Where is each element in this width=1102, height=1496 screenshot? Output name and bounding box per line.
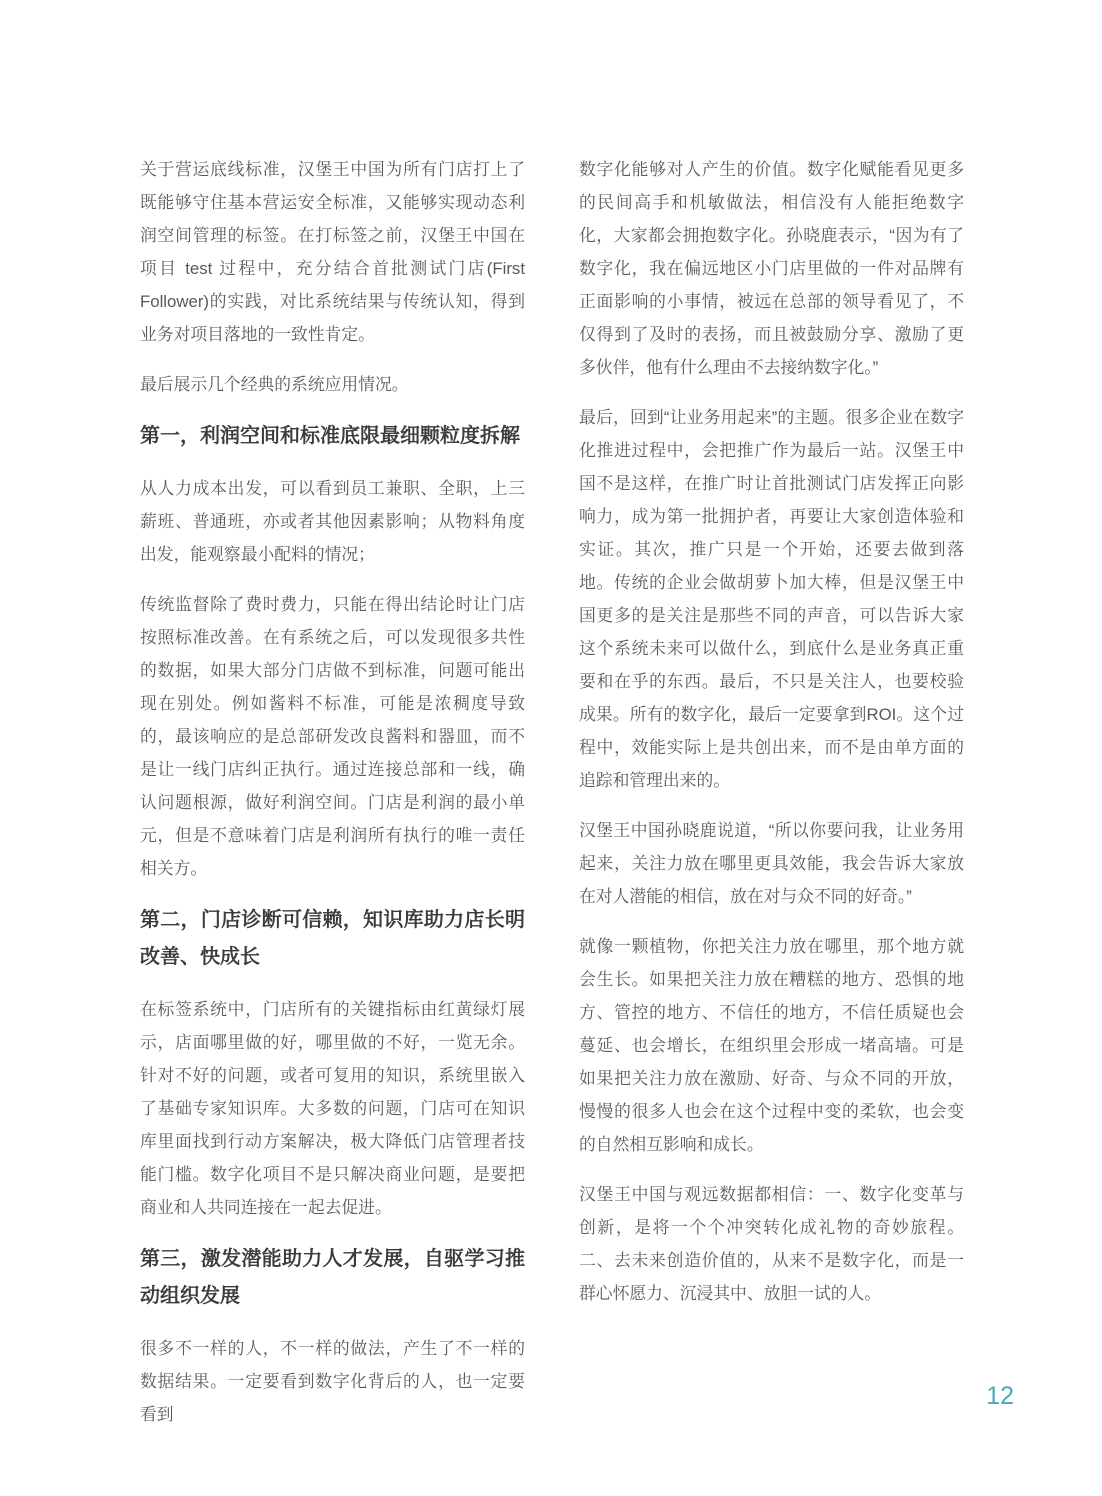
- paragraph: 汉堡王中国孙晓鹿说道，“所以你要问我，让业务用起来，关注力放在哪里更具效能，我会告诉大家放在对人潜能的相信，放在对与众不同的好奇。”: [579, 821, 964, 906]
- section-heading-third: 第三，激发潜能助力人才发展，自驱学习推动组织发展: [140, 1248, 525, 1307]
- text-columns: [140, 153, 964, 1448]
- section-heading-second: 第二，门店诊断可信赖，知识库助力店长明改善、快成长: [140, 909, 525, 968]
- paragraph: 最后，回到“让业务用起来”的主题。很多企业在数字化推进过程中，会把推广作为最后一站。汉堡王中国不是这样，在推广时让首批测试门店发挥正向影响力，成为第一批拥护者，再要让大家创造体验和实证。其次，推广只是一个开始，还要去做到落地。传统的企业会做胡萝卜加大棒，但是汉堡王中国更多的是关注是那些不同的声音，可以告诉大家这个系统未来可以做什么，到底什么是业务真正重要和在乎的东西。最后，不只是关注人，也要校验成果。所有的数字化，最后一定要拿到ROI。这个过程中，效能实际上是共创出来，而不是由单方面的追踪和管理出来的。: [579, 408, 964, 790]
- paragraph: 最后展示几个经典的系统应用情况。: [140, 375, 409, 394]
- paragraph: 从人力成本出发，可以看到员工兼职、全职，上三薪班、普通班，亦或者其他因素影响；从物料角度出发，能观察最小配料的情况；: [140, 479, 525, 564]
- left-column: [140, 153, 525, 1448]
- paragraph: 在标签系统中，门店所有的关键指标由红黄绿灯展示，店面哪里做的好，哪里做的不好，一览无余。针对不好的问题，或者可复用的知识，系统里嵌入了基础专家知识库。大多数的问题，门店可在知识库里面找到行动方案解决，极大降低门店管理者技能门槛。数字化项目不是只解决商业问题，是要把商业和人共同连接在一起去促进。: [140, 1000, 525, 1217]
- page-number: 12: [986, 1382, 1014, 1410]
- paragraph: 汉堡王中国与观远数据都相信：一、数字化变革与创新，是将一个个冲突转化成礼物的奇妙旅程。二、去未来创造价值的，从来不是数字化，而是一群心怀愿力、沉浸其中、放胆一试的人。: [579, 1185, 964, 1303]
- right-column: [579, 153, 964, 1448]
- paragraph: 数字化能够对人产生的价值。数字化赋能看见更多的民间高手和机敏做法，相信没有人能拒绝数字化，大家都会拥抱数字化。孙晓鹿表示，“因为有了数字化，我在偏远地区小门店里做的一件对品牌有正面影响的小事情，被远在总部的领导看见了，不仅得到了及时的表扬，而且被鼓励分享、激励了更多伙伴，他有什么理由不去接纳数字化。”: [579, 160, 964, 377]
- paragraph: 关于营运底线标准，汉堡王中国为所有门店打上了既能够守住基本营运安全标准，又能够实现动态利润空间管理的标签。在打标签之前，汉堡王中国在项目 test 过程中，充分结合首批测试门店(First Follower)的实践，对比系统结果与传统认知，得到业务对项目落地的一致性肯定。: [140, 160, 525, 344]
- paragraph: 传统监督除了费时费力，只能在得出结论时让门店按照标准改善。在有系统之后，可以发现很多共性的数据，如果大部分门店做不到标准，问题可能出现在别处。例如酱料不标准，可能是浓稠度导致的，最该响应的是总部研发改良酱料和器皿，而不是让一线门店纠正执行。通过连接总部和一线，确认问题根源，做好利润空间。门店是利润的最小单元，但是不意味着门店是利润所有执行的唯一责任相关方。: [140, 595, 525, 878]
- paragraph: 很多不一样的人，不一样的做法，产生了不一样的数据结果。一定要看到数字化背后的人，也一定要看到: [140, 1339, 525, 1424]
- section-heading-first: 第一，利润空间和标准底限最细颗粒度拆解: [140, 425, 520, 447]
- paragraph: 就像一颗植物，你把关注力放在哪里，那个地方就会生长。如果把关注力放在糟糕的地方、恐惧的地方、管控的地方、不信任的地方，不信任质疑也会蔓延、也会增长，在组织里会形成一堵高墙。可是如果把关注力放在激励、好奇、与众不同的开放，慢慢的很多人也会在这个过程中变的柔软，也会变的自然相互影响和成长。: [579, 937, 964, 1154]
